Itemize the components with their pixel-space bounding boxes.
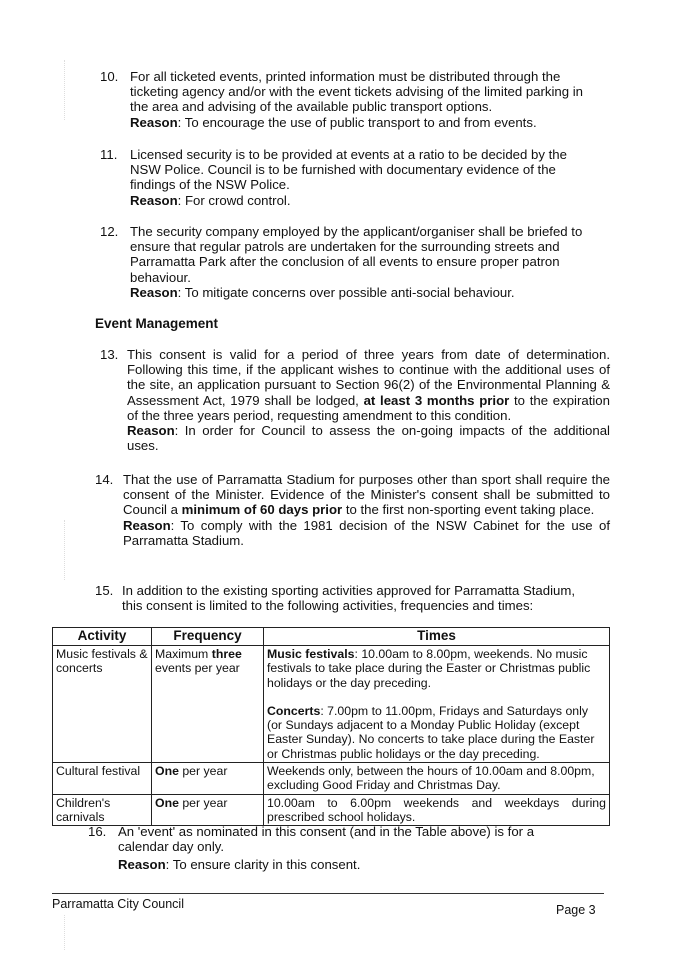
- table-row: [53, 794, 610, 826]
- reason: [130, 193, 620, 208]
- condition-line: the area and advising of the available public transport options.: [130, 99, 493, 115]
- condition-emphasis: minimum of 60 days prior: [181, 502, 343, 518]
- condition-text: That the use of Parramatta Stadium for purposes other than sport shall require the consent of the Minister. Evidence of the Minister's consent shall be submitted to Council a: [123, 472, 610, 518]
- condition-number: 16.: [88, 824, 107, 839]
- frequency-cell: One per year: [152, 794, 264, 826]
- activity-cell: Cultural festival: [53, 763, 152, 795]
- column-header: Activity: [53, 628, 152, 646]
- table-header-row: [53, 628, 610, 646]
- activity-cell: Children's carnivals: [53, 794, 152, 826]
- reason-label: Reason: [130, 284, 178, 300]
- condition-line: Licensed security is to be provided at events at a ratio to be decided by the: [130, 147, 567, 162]
- column-header: Frequency: [152, 628, 264, 646]
- reason-label: Reason: [123, 517, 171, 533]
- condition-number: 14.: [95, 472, 114, 487]
- table-row: [53, 646, 610, 763]
- condition-line: Parramatta Park after the conclusion of all events to ensure proper patron: [130, 254, 560, 270]
- condition-number: 13.: [100, 347, 119, 362]
- condition-line: behaviour.: [130, 269, 191, 285]
- frequency-cell: One per year: [152, 763, 264, 795]
- activity-cell: Music festivals & concerts: [53, 646, 152, 763]
- condition-line: ticketing agency and/or with the event tickets advising of the limited parking in: [130, 84, 584, 100]
- times-cell: Music festivals: 10.00am to 8.00pm, weekends. No music festivals to take place during the Easter or Christmas public holidays or the day preceding. Concerts: 7.00pm to 11.00pm, Fridays and Saturdays only (or Sundays adjacent to a Monday Public Holiday (except Easter Sunday). No concerts to take place during the Easter or Christmas public holidays or the day preceding.: [264, 646, 610, 763]
- condition-line: findings of the NSW Police.: [130, 177, 290, 193]
- condition-line: For all ticketed events, printed information must be distributed through the: [130, 69, 561, 84]
- reason-label: Reason: [130, 192, 178, 208]
- condition-number: 10.: [100, 69, 119, 84]
- condition-line: In addition to the existing sporting activities approved for Parramatta Stadium,: [122, 583, 576, 598]
- activity-schedule-table: [52, 627, 610, 826]
- condition-text: to the first non-sporting event taking place.: [342, 502, 595, 518]
- condition-line: ensure that regular patrols are undertaken for the surrounding streets and: [130, 239, 560, 255]
- margin-mark: [64, 915, 65, 950]
- condition-number: 12.: [100, 224, 119, 239]
- reason: [130, 115, 620, 130]
- reason-text: : To encourage the use of public transport to and from events.: [177, 114, 537, 130]
- condition-line: calendar day only.: [118, 839, 225, 855]
- condition-line: NSW Police. Council is to be furnished with documentary evidence of the: [130, 162, 556, 178]
- times-cell: Weekends only, between the hours of 10.00am and 8.00pm, excluding Good Friday and Christmas Day.: [264, 763, 610, 795]
- condition-text: to the expiration of the three years period, requesting amendment to this condition.: [127, 392, 610, 423]
- condition-text: This consent is valid for a period of three years from date of determination. Following this time, if the applicant wishes to continue with the additional uses of the site, an application pursuant to Section 96(2) of the Environmental Planning & Assessment Act, 1979 shall be lodged,: [127, 347, 610, 408]
- margin-mark: [64, 60, 65, 120]
- condition-line: An 'event' as nominated in this consent (and in the Table above) is for a: [118, 824, 535, 839]
- column-header: Times: [264, 628, 610, 646]
- condition-line: this consent is limited to the following activities, frequencies and times:: [122, 598, 534, 614]
- reason-text: : For crowd control.: [177, 192, 291, 208]
- reason-label: Reason: [130, 114, 178, 130]
- condition-number: 11.: [100, 147, 118, 162]
- reason-label: Reason: [118, 857, 166, 873]
- condition-emphasis: at least 3 months prior: [363, 392, 510, 408]
- page-number: Page 3: [556, 903, 596, 917]
- reason-text: : In order for Council to assess the on-going impacts of the additional uses.: [127, 423, 610, 454]
- reason-label: Reason: [127, 423, 175, 439]
- reason-text: : To mitigate concerns over possible anti-social behaviour.: [177, 284, 515, 300]
- margin-mark: [64, 520, 65, 580]
- times-cell: 10.00am to 6.00pm weekends and weekdays during prescribed school holidays.: [264, 794, 610, 826]
- reason-text: : To comply with the 1981 decision of the NSW Cabinet for the use of Parramatta Stadium.: [123, 517, 610, 548]
- condition-number: 15.: [95, 583, 114, 598]
- reason: [130, 285, 620, 300]
- frequency-cell: Maximum three events per year: [152, 646, 264, 763]
- table-row: [53, 763, 610, 795]
- condition-line: The security company employed by the applicant/organiser shall be briefed to: [130, 224, 583, 239]
- section-heading: Event Management: [95, 316, 219, 331]
- footer-organisation: Parramatta City Council: [52, 897, 184, 911]
- footer-divider: [52, 893, 604, 894]
- reason-text: : To ensure clarity in this consent.: [165, 857, 361, 873]
